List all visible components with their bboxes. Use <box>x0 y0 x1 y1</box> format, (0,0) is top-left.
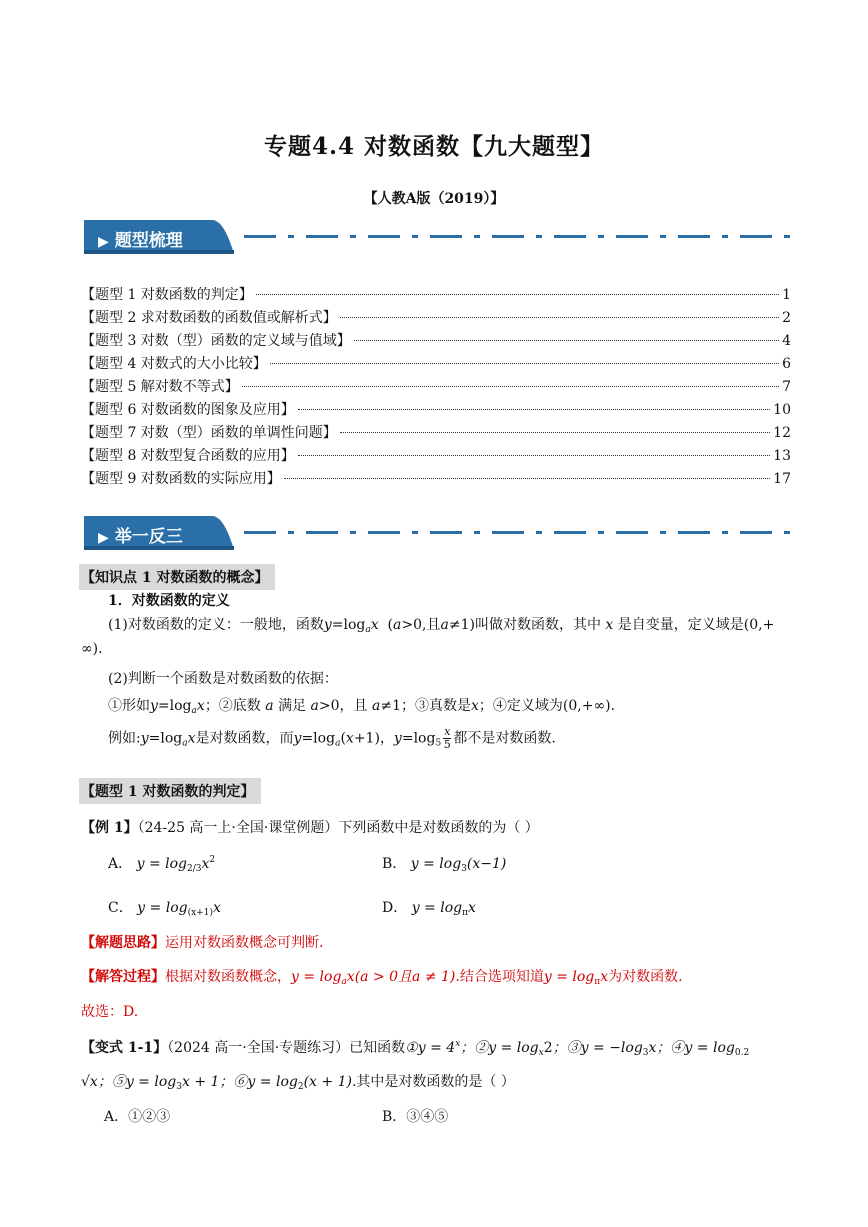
definition-paragraph-cont: ∞). <box>81 641 103 657</box>
answer: 故选：D. <box>81 1004 139 1020</box>
play-triangle-icon: ▶ <box>98 530 109 546</box>
toc-entry[interactable]: 【题型 2 求对数函数的函数值或解析式】 2 <box>81 310 791 326</box>
page-title: 专题4.4 对数函数【九大题型】 <box>263 133 605 160</box>
definition-heading: 1．对数函数的定义 <box>108 593 230 609</box>
knowledge-point-label: 【知识点 1 对数函数的概念】 <box>79 564 275 590</box>
page-subtitle: 【人教A版（2019）】 <box>363 191 505 207</box>
criteria-intro: (2)判断一个函数是对数函数的依据： <box>108 671 338 687</box>
solution-idea: 【解题思路】运用对数函数概念可判断. <box>81 935 324 951</box>
dash-dot-divider <box>244 235 790 238</box>
example-text: 例如$:y=\log_ax$是对数函数，而$y=\log_a(x+1)$，$y=\log_5$ $\frac{x}{5}$ 都不是对数函数. <box>108 725 556 751</box>
variant-option-a[interactable]: A．①②③ <box>104 1109 171 1125</box>
question-type-label: 【题型 1 对数函数的判定】 <box>79 778 261 804</box>
option-a[interactable]: A． $y = \log_{2/3}x^2$ <box>108 855 216 874</box>
banner-label: ▶ 举一反三 <box>98 527 183 547</box>
variant-1-1-stem-cont: √x；⑤y = $\log_3x + 1$；⑥y = $\log_2(x + 1)$.其中是对数函数的是（ ） <box>81 1074 515 1092</box>
criteria-list: ①形如$y=\log_ax$；②底数 a 满足 a>0，且 a≠1；③真数是x；④定义域为(0,+∞). <box>108 698 616 716</box>
example-1-stem: 【例 1】（24-25 高一上·全国·课堂例题）下列函数中是对数函数的为（ ） <box>81 820 539 836</box>
toc-entry[interactable]: 【题型 5 解对数不等式】 7 <box>81 379 791 395</box>
toc-entry[interactable]: 【题型 1 对数函数的判定】 1 <box>81 287 791 303</box>
definition-paragraph: (1)对数函数的定义：一般地，函数$y=\log_ax$ (a>0,且a≠1)叫做对数函数，其中 x 是自变量，定义域是(0,+ <box>108 617 775 635</box>
play-triangle-icon: ▶ <box>98 234 109 250</box>
banner-label: ▶ 题型梳理 <box>98 231 183 251</box>
toc-entry[interactable]: 【题型 7 对数（型）函数的单调性问题】 12 <box>81 425 791 441</box>
variant-option-b[interactable]: B．③④⑤ <box>382 1109 449 1125</box>
section-banner-types <box>84 220 790 254</box>
toc-entry[interactable]: 【题型 6 对数函数的图象及应用】 10 <box>81 402 791 418</box>
toc-entry[interactable]: 【题型 8 对数型复合函数的应用】 13 <box>81 448 791 464</box>
toc-entry[interactable]: 【题型 4 对数式的大小比较】 6 <box>81 356 791 372</box>
dash-dot-divider <box>244 531 790 534</box>
option-c[interactable]: C． $y = \log_{(x+1)}x$ <box>108 900 221 918</box>
option-d[interactable]: D． $y = \log_\pi x$ <box>382 900 476 918</box>
variant-1-1-stem: 【变式 1-1】（2024 高一·全国·专题练习）已知函数①y = $4^x$；②y = $\log_x2$；③y = $-\log_3x$；④y = $\log_{0.2}$ <box>81 1039 750 1058</box>
toc-entry[interactable]: 【题型 3 对数（型）函数的定义域与值域】 4 <box>81 333 791 349</box>
option-b[interactable]: B． $y = \log_3(x-1)$ <box>382 856 507 874</box>
solution-process: 【解答过程】根据对数函数概念，$y = \log_ax(a > 0$且a ≠ 1).结合选项知道$y = \log_\pi x$为对数函数. <box>81 969 683 987</box>
toc-entry[interactable]: 【题型 9 对数函数的实际应用】 17 <box>81 471 791 487</box>
fraction: $\frac{x}{5}$ <box>443 725 451 751</box>
section-banner-examples <box>84 516 790 550</box>
